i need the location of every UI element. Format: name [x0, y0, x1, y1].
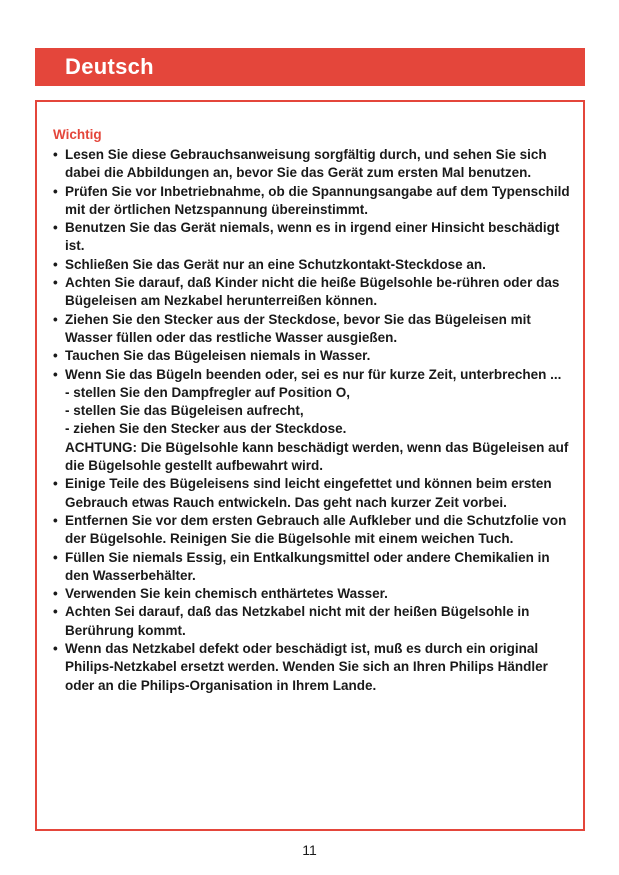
- list-item: • Tauchen Sie das Bügeleisen niemals in Wasser.: [53, 347, 577, 365]
- list-item-text: • Wenn Sie das Bügeln beenden oder, sei es nur für kurze Zeit, unterbrechen ...: [65, 366, 562, 382]
- list-item: • Entfernen Sie vor dem ersten Gebrauch alle Aufkleber und die Schutzfolie von der Bügelsohle. Reinigen Sie die Bügelsohle mit einem weichen Tuch.: [53, 512, 577, 549]
- list-item: • Einige Teile des Bügeleisens sind leicht eingefettet und können beim ersten Gebrauch etwas Rauch entwickeln. Das geht nach kurzer Zeit vorbei.: [53, 475, 577, 512]
- sub-line: - stellen Sie das Bügeleisen aufrecht,: [65, 403, 304, 419]
- language-header-bar: [35, 48, 585, 86]
- list-item: • Füllen Sie niemals Essig, ein Entkalkungsmittel oder andere Chemikalien in den Wasserbehälter.: [53, 549, 577, 586]
- page-number: 11: [302, 842, 317, 858]
- language-title: Deutsch: [65, 54, 154, 79]
- safety-bullet-list: [53, 146, 577, 695]
- list-item-interrupt: [53, 366, 577, 476]
- section-title: Wichtig: [53, 127, 102, 142]
- list-item: • Benutzen Sie das Gerät niemals, wenn es in irgend einer Hinsicht beschädigt ist.: [53, 219, 577, 256]
- sub-line: - ziehen Sie den Stecker aus der Steckdose.: [65, 421, 347, 437]
- list-item: • Wenn das Netzkabel defekt oder beschädigt ist, muß es durch ein original Philips-Netzkabel ersetzt werden. Wenden Sie sich an Ihren Philips Händler oder an die Philips-Organisation in Ihrem Lande.: [53, 640, 577, 695]
- list-item: • Ziehen Sie den Stecker aus der Steckdose, bevor Sie das Bügeleisen mit Wasser füllen oder das restliche Wasser ausgießen.: [53, 311, 577, 348]
- list-item: • Achten Sie darauf, daß Kinder nicht die heiße Bügelsohle be-rühren oder das Bügeleisen am Nezkabel herunterreißen können.: [53, 274, 577, 311]
- list-item: • Verwenden Sie kein chemisch enthärtetes Wasser.: [53, 585, 577, 603]
- list-item: • Lesen Sie diese Gebrauchsanweisung sorgfältig durch, und sehen Sie sich dabei die Abbildungen an, bevor Sie das Gerät zum ersten Mal benutzen.: [53, 146, 577, 183]
- list-item: • Achten Sei darauf, daß das Netzkabel nicht mit der heißen Bügelsohle in Berührung kommt.: [53, 603, 577, 640]
- list-item: • Prüfen Sie vor Inbetriebnahme, ob die Spannungsangabe auf dem Typenschild mit der örtlichen Netzspannung übereinstimmt.: [53, 183, 577, 220]
- list-item: • Schließen Sie das Gerät nur an eine Schutzkontakt-Steckdose an.: [53, 256, 577, 274]
- warning-line: ACHTUNG: Die Bügelsohle kann beschädigt werden, wenn das Bügeleisen auf die Bügelsohle gestellt aufbewahrt wird.: [65, 439, 569, 474]
- sub-line: - stellen Sie den Dampfregler auf Position O,: [65, 384, 351, 400]
- content-box: [35, 100, 585, 831]
